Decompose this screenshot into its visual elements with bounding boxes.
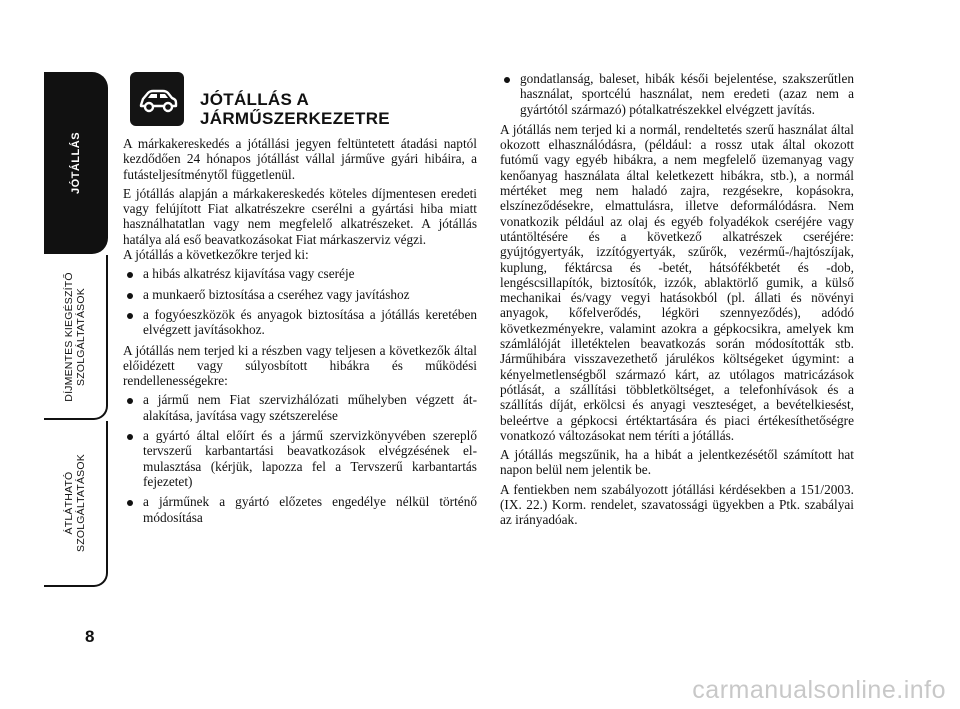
left-text-column xyxy=(123,136,477,530)
paragraph: A fentiekben nem szabályozott jótállási kérdésekben a 151/2003. (IX. 22.) Korm. rendelet, szavatossági ügyekben a Ptk. szabályai az irányadóak. xyxy=(500,481,854,528)
paragraph: A jótállás nem terjed ki a normál, rendeltetés szerű használat által okozott elhasználódásra, (például: a rossz utak által okozott futómű vagy egyéb hibákra, a nem megfelelő üzemanyag vagy kenőanyag használata által keletkezett hibákra, stb.), a normál mértéket meg nem haladó zajra, rezgésekre, kopásokra, elszíneződésekre, elmattulásra, illetve deformálódásra. Nem vonatkozik például az olaj és egyéb folyadékok cseréjére vagy utántöltésére és a következő alkatrészek cseréjére: gyújtógyertyák, izzítógyertyák, szűrők, vezérmű-/hajtószíjak, kuplung, féktárcsa és -betét, hátsófékbetét és -dob, lengéscsillapítók, biztosítók, izzók, ablaktörlő gumik, a külső mechanikai és/vagy vegyi hatásokból (pl. állati és növényi anyagok, kőfelverődés, légköri szennyeződés), adódó következményekre, valamint azokra a gépkocsikra, amelyek km számlálóját illetéktelen beavatkozás során módosították stb. Járműhibára visszavezethető járulékos költségeket úgymint: a kényelmetlenségből származó kárt, az utólagos matricázások pótlását, a szállítási többletköltséget, a telefonhívások és a szállítás díját, erkölcsi és anyagi veszteséget, a bevételkiesést, beleértve a gépkocsi értéktartására és piaci értékesíthetőségre vonatkozó változásokat nem téríti a jótállás. xyxy=(500,121,854,443)
tab-label: DÍJMENTES KIEGÉSZÍTŐ SZOLGÁLTATÁSOK xyxy=(63,271,87,402)
list-item: a hibás alkatrész kijavítása vagy cseréje xyxy=(123,266,477,281)
paragraph: E jótállás alapján a márkakereskedés köteles díjmentesen eredeti vagy felújított Fiat alkatrészekre cserélni a gyártási hiba miatt használhatatlan vagy nem megfelelő alkatrészeket. A jótállás hatálya alá eső beavatkozásokat Fiat márkaszerviz végzi. xyxy=(123,185,477,247)
exclusion-list xyxy=(123,392,477,524)
paragraph: A jótállás megszűnik, ha a hibát a jelentkezésétől számított hat napon belül nem jelentik be. xyxy=(500,447,854,478)
tab-dijmentes-szolgaltatasok[interactable] xyxy=(44,255,108,420)
list-item: a munkaerő biztosítása a cseréhez vagy javításhoz xyxy=(123,287,477,302)
page-number: 8 xyxy=(85,627,95,646)
right-text-column xyxy=(500,71,854,532)
list-item: a fogyóeszközök és anyagok biztosítása a jótállás keretében elvégzett javításokhoz. xyxy=(123,307,477,338)
tab-atlathato-szolgaltatasok[interactable] xyxy=(44,421,108,587)
car-icon xyxy=(130,72,184,126)
chapter-tabs xyxy=(44,72,108,620)
tab-label: JÓTÁLLÁS xyxy=(70,131,82,195)
exclusion-list-continued xyxy=(500,71,854,117)
watermark: carmanualsonline.info xyxy=(692,676,946,704)
coverage-list xyxy=(123,266,477,337)
tab-label: ÁTLÁTHATÓ SZOLGÁLTATÁSOK xyxy=(63,454,87,552)
list-item: a járműnek a gyártó előzetes engedélye nélkül történő módosítása xyxy=(123,494,477,525)
section-title: JÓTÁLLÁS A JÁRMŰSZERKEZETRE xyxy=(200,90,390,128)
paragraph: A jótállás a következőkre terjed ki: xyxy=(123,247,309,263)
paragraph: A márkakereskedés a jótállási jegyen feltüntetett átadási naptól kezdődően 24 hónapos jótállást vállal járműve gyári hibáira, a futásteljesítménytől függetlenül. xyxy=(123,136,477,182)
list-item: gondatlanság, baleset, hibák késői bejelentése, szakszerűtlen használat, sportcélú használat, nem eredeti (azaz nem a gyártótól származó) pótalkatrészekkel elvégzett javítás. xyxy=(500,71,854,117)
tab-jotallas[interactable] xyxy=(44,72,108,254)
paragraph: A jótállás nem terjed ki a részben vagy teljesen a következők által előidézett vagy súlyosbított hibákra és működési rendellenességekre: xyxy=(123,342,477,389)
list-item: a gyártó által előírt és a jármű szervizkönyvében szereplő tervszerű karbantartási beavatkozások elvégzésének elmulasztása (kérjük, lapozza fel a Tervszerű karbantartás fejezetet) xyxy=(123,428,477,489)
list-item: a jármű nem Fiat szervizhálózati műhelyben végzett átalakítása, javítása vagy szétszerelése xyxy=(123,392,477,423)
